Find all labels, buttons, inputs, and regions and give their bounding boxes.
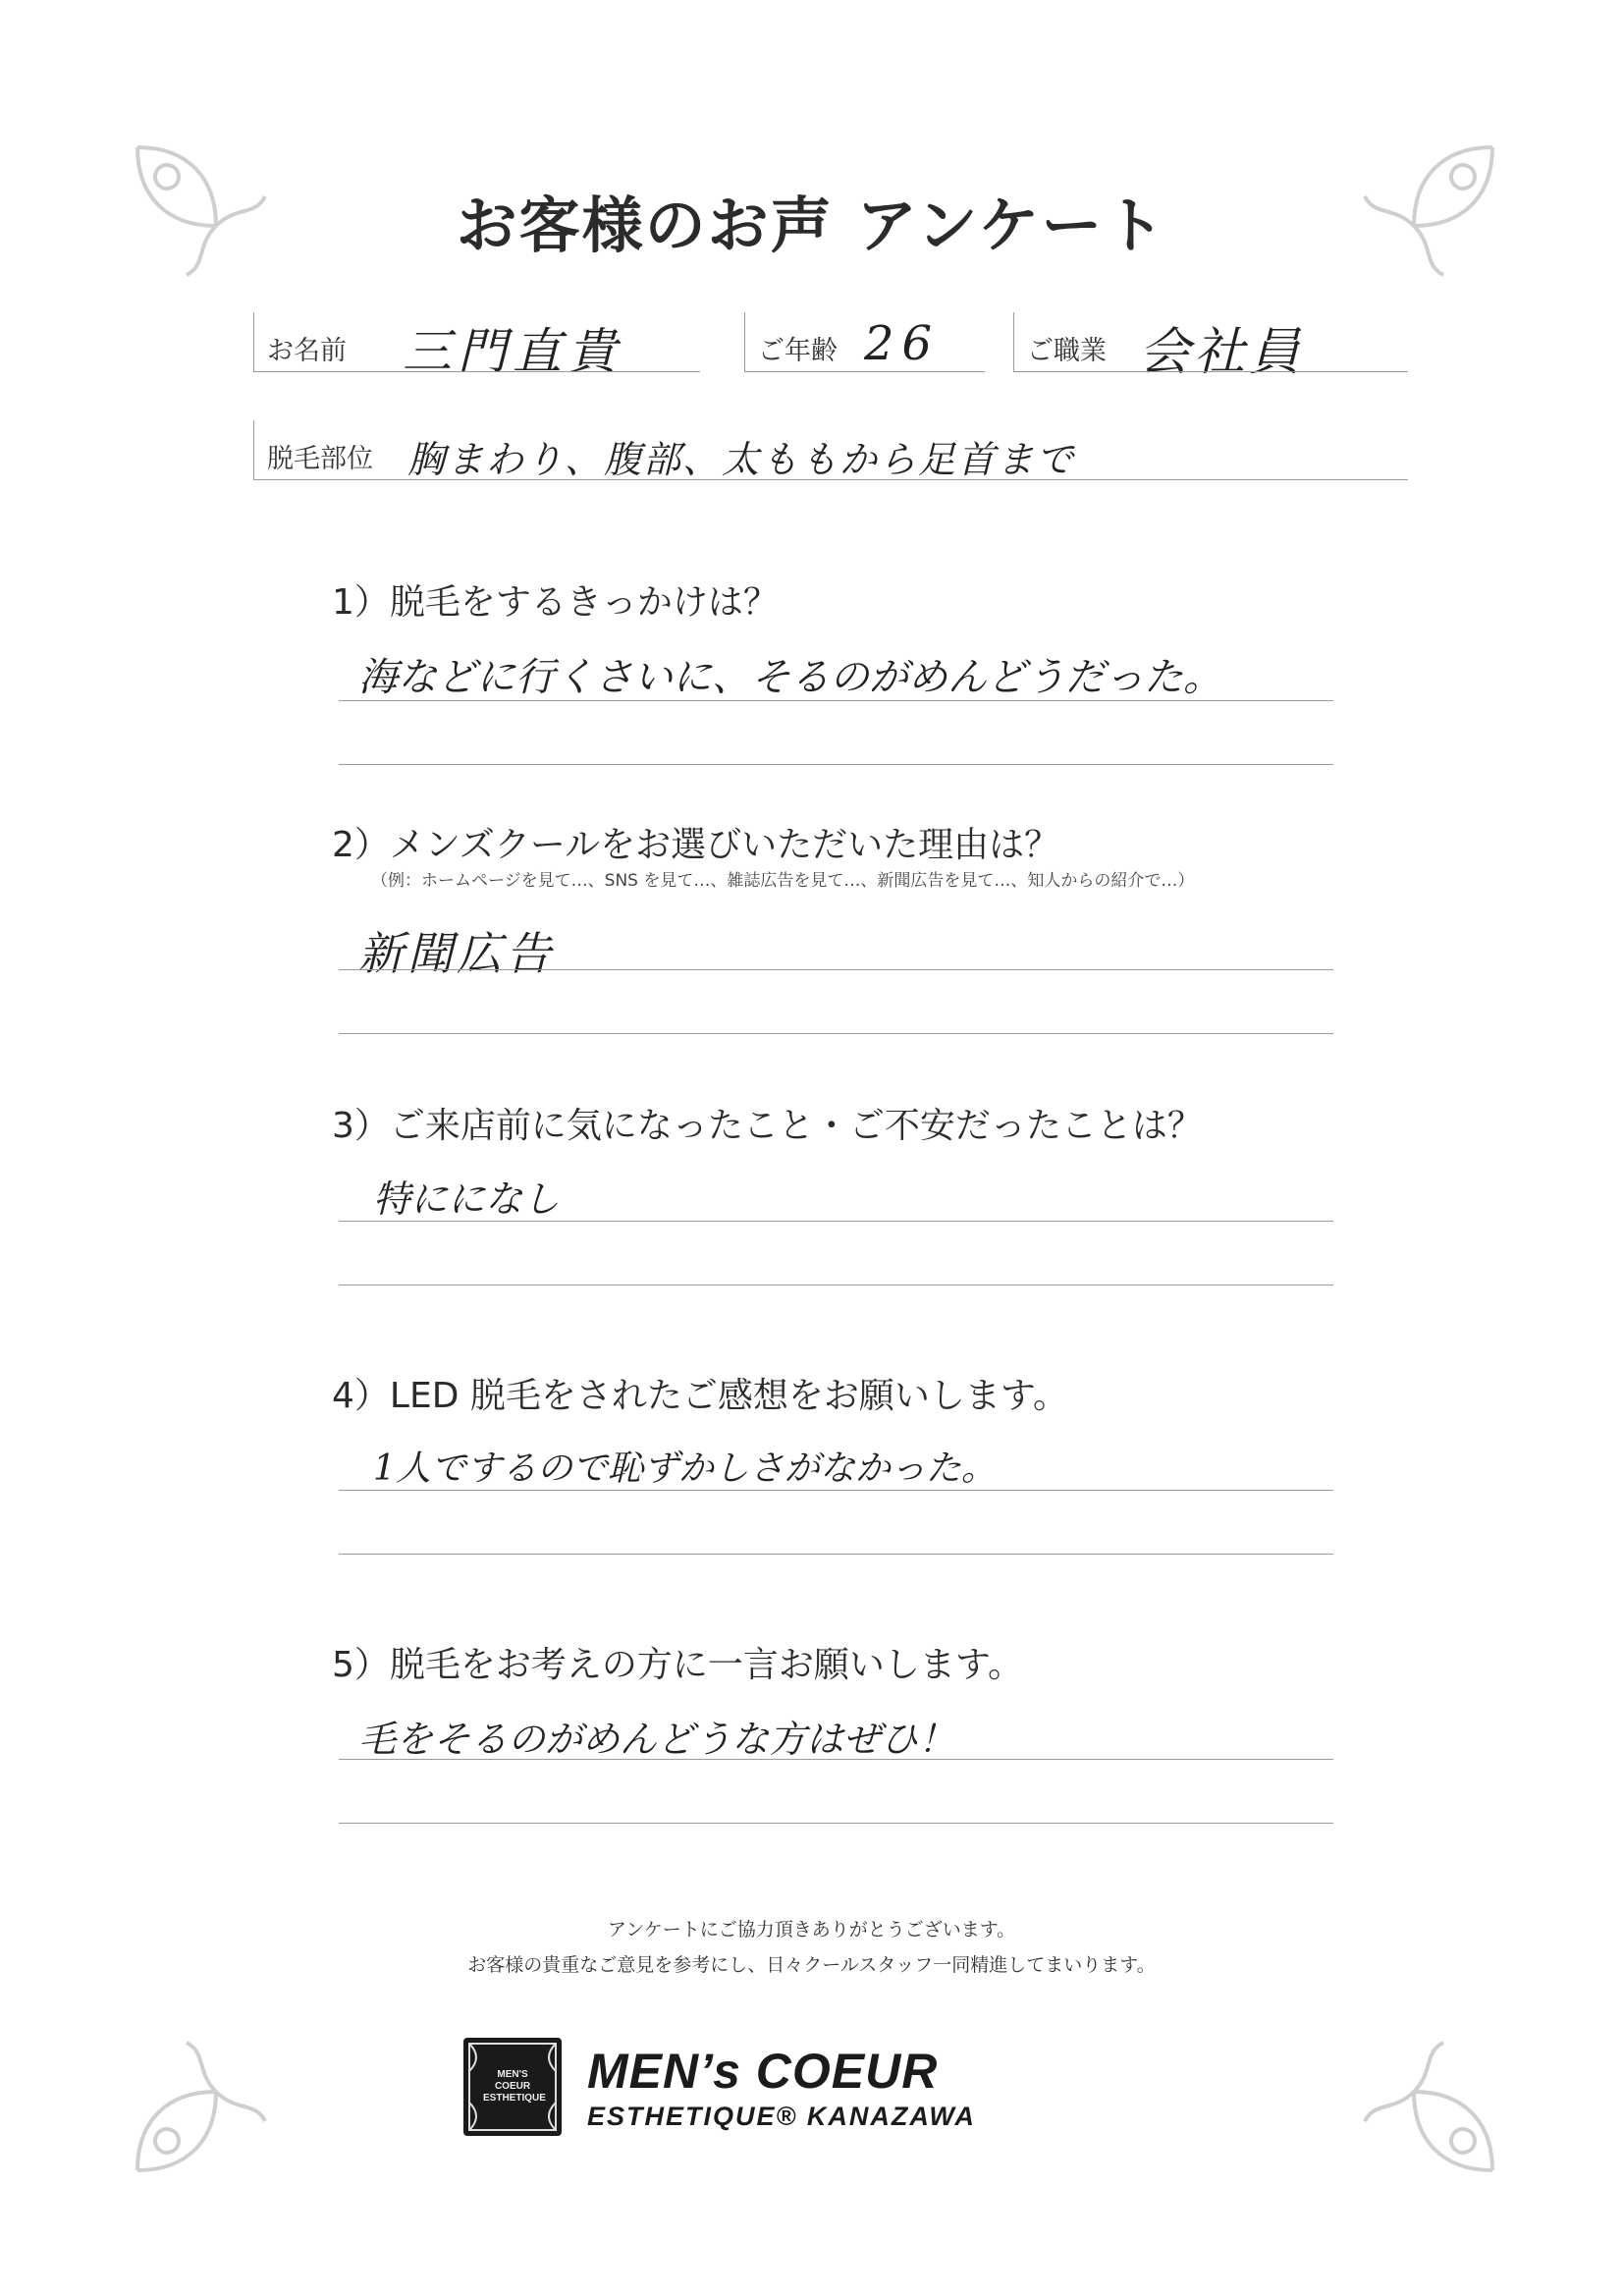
field-divider: [744, 312, 745, 371]
logo-subtitle: ESTHETIQUE® KANAZAWA: [587, 2102, 976, 2131]
logo-brand: MEN’s COEUR: [587, 2044, 939, 2099]
answer-line: [339, 1490, 1333, 1491]
job-value: 会社員: [1139, 323, 1305, 382]
name-label: お名前: [267, 336, 347, 366]
answer-line: [339, 1759, 1333, 1760]
job-underline: [1013, 371, 1408, 372]
field-divider: [253, 420, 254, 479]
area-underline: [253, 479, 1408, 480]
question-4: 4）LED 脱毛をされたご感想をお願いします。: [332, 1376, 1068, 1416]
name-value: 三門直貴: [403, 323, 622, 380]
answer-4: 1人でするので恥ずかしさがなかった。: [373, 1449, 997, 1489]
answer-line: [339, 1221, 1333, 1222]
answer-2: 新聞広告: [358, 927, 555, 980]
emblem-text: MEN'S COEUR ESTHETIQUE: [483, 2069, 546, 2104]
answer-5: 毛をそるのがめんどうな方はぜひ！: [358, 1718, 956, 1761]
answer-3: 特にになし: [373, 1177, 561, 1221]
answer-line: [339, 764, 1333, 765]
footer-message: お客様の貴重なご意見を参考にし、日々クールスタッフ一同精進してまいります。: [467, 1954, 1156, 1976]
age-value: 26: [864, 316, 941, 371]
footer-thanks: アンケートにご協力頂きありがとうございます。: [607, 1919, 1016, 1941]
answer-1: 海などに行くさいに、そるのがめんどうだった。: [358, 655, 1222, 700]
question-3: 3）ご来店前に気になったこと・ご不安だったことは？: [332, 1106, 1203, 1146]
field-divider: [253, 312, 254, 371]
answer-line: [339, 1823, 1333, 1824]
corner-ornament-bottom-left-icon: [128, 2033, 275, 2180]
question-1: 1）脱毛をするきっかけは？: [332, 582, 779, 623]
question-2-note: （例：ホームページを見て…、SNS を見て…、雑誌広告を見て…、新聞広告を見て…、知人からの紹介で…）: [371, 871, 1195, 891]
logo-emblem: [463, 2038, 562, 2136]
corner-ornament-bottom-right-icon: [1355, 2033, 1502, 2180]
answer-line: [339, 1033, 1333, 1034]
answer-line: [339, 700, 1333, 701]
field-divider: [1013, 312, 1014, 371]
area-value: 胸まわり、腹部、太ももから足首まで: [407, 438, 1076, 481]
answer-line: [339, 969, 1333, 970]
question-5: 5）脱毛をお考えの方に一言お願いします。: [332, 1645, 1024, 1685]
page-title: お客様のお声 アンケート: [456, 190, 1167, 261]
age-label: ご年齢: [758, 336, 838, 366]
area-label: 脱毛部位: [267, 444, 373, 474]
question-2: 2）メンズクールをお選びいただいた理由は？: [332, 825, 1060, 865]
job-label: ご職業: [1027, 336, 1107, 366]
name-underline: [253, 371, 700, 372]
age-underline: [744, 371, 985, 372]
answer-line: [339, 1554, 1333, 1555]
